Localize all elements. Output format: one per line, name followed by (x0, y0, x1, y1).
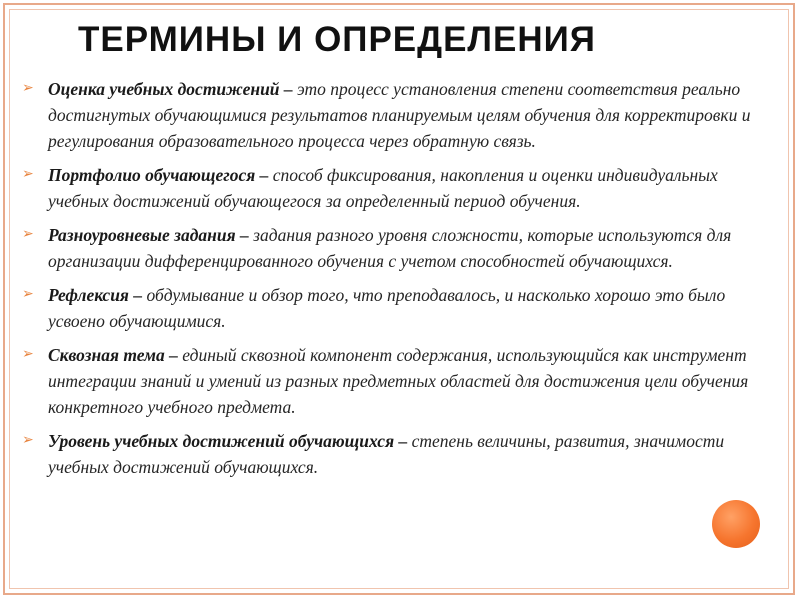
list-item (22, 428, 772, 480)
term-name: Уровень учебных достижений обучающихся (48, 431, 395, 451)
term-separator: – (279, 79, 298, 99)
term-definition: степень величины, развития, значимости учебных достижений обучающихся. (48, 431, 725, 477)
term-separator: – (394, 431, 412, 451)
term-definition: обдумывание и обзор того, что преподавалось, и насколько хорошо это было усвоено обучающимися. (48, 285, 726, 331)
arrow-bullet-icon: ➢ (22, 227, 34, 242)
term-definition: способ фиксирования, накопления и оценки индивидуальных учебных достижений обучающегося за определенный период обучения. (48, 165, 718, 211)
term-name: Рефлексия (48, 285, 129, 305)
term-name: Портфолио обучающегося (48, 165, 256, 185)
arrow-bullet-icon: ➢ (22, 167, 34, 182)
term-name: Сквозная тема (48, 345, 165, 365)
term-definition: единый сквозной компонент содержания, использующийся как инструмент интеграции знаний и умений из разных предметных областей для достижения цели обучения конкретного учебного предмета. (48, 345, 749, 417)
list-item (22, 222, 772, 274)
term-name: Оценка учебных достижений (48, 79, 280, 99)
term-definition: это процесс установления степени соответствия реально достигнутых обучающимися результатов планируемым целям обучения для корректировки и регулирования образовательного процесса через обратную связь. (48, 79, 751, 151)
arrow-bullet-icon: ➢ (22, 287, 34, 302)
terms-list (22, 76, 772, 488)
decorative-circle-icon (712, 500, 760, 548)
term-definition: задания разного уровня сложности, которые используются для организации дифференцированного обучения с учетом способностей обучающихся. (48, 225, 732, 271)
list-item (22, 342, 772, 420)
arrow-bullet-icon: ➢ (22, 347, 34, 362)
term-separator: – (164, 345, 183, 365)
arrow-bullet-icon: ➢ (22, 81, 34, 96)
slide-title: ТЕРМИНЫ И ОПРЕДЕЛЕНИЯ (78, 20, 596, 59)
arrow-bullet-icon: ➢ (22, 433, 34, 448)
term-separator: – (255, 165, 273, 185)
term-separator: – (128, 285, 147, 305)
term-separator: – (235, 225, 254, 245)
list-item (22, 162, 772, 214)
term-name: Разноуровневые задания (48, 225, 236, 245)
list-item (22, 76, 772, 154)
list-item (22, 282, 772, 334)
